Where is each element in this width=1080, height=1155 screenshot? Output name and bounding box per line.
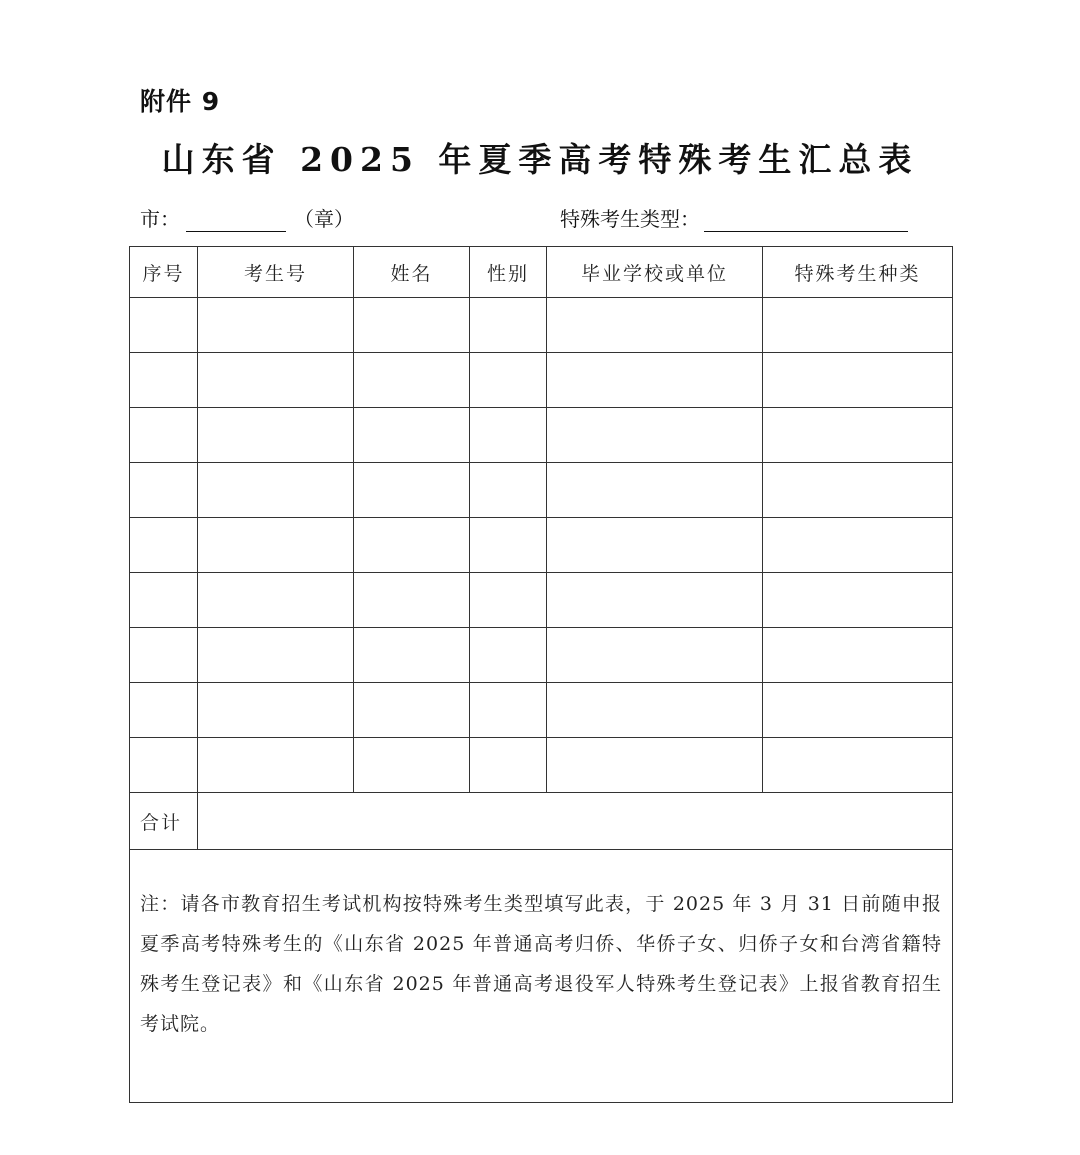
table-row: [130, 408, 953, 463]
header-school: 毕业学校或单位: [547, 247, 763, 298]
table-cell: [470, 463, 547, 518]
table-row: [130, 463, 953, 518]
table-cell: [130, 298, 198, 353]
note-row: [130, 850, 953, 1103]
table-cell: [470, 683, 547, 738]
table-cell: [354, 463, 470, 518]
table-cell: [130, 573, 198, 628]
table-body: [130, 298, 953, 1103]
table-cell: [130, 683, 198, 738]
stamp-label: （章）: [294, 207, 354, 231]
city-label: 市：: [140, 207, 180, 231]
table-row: [130, 353, 953, 408]
table-cell: [354, 298, 470, 353]
table-cell: [130, 353, 198, 408]
table-cell: [763, 518, 953, 573]
table-cell: [470, 573, 547, 628]
table-cell: [763, 408, 953, 463]
table-cell: [547, 518, 763, 573]
table-row: [130, 738, 953, 793]
table-cell: [470, 408, 547, 463]
page-title: 山东省 2025 年夏季高考特殊考生汇总表: [161, 140, 919, 179]
total-label: 合计: [130, 793, 198, 850]
table-cell: [763, 738, 953, 793]
table-cell: [130, 408, 198, 463]
attachment-label: 附件 9: [140, 87, 221, 116]
table-cell: [470, 298, 547, 353]
total-value-cell: [198, 793, 953, 850]
table-cell: [198, 628, 354, 683]
table-cell: [198, 353, 354, 408]
table-row: [130, 518, 953, 573]
type-field: [560, 203, 908, 232]
table-cell: [198, 298, 354, 353]
header-exam-number: 考生号: [198, 247, 354, 298]
city-field: [140, 203, 354, 232]
table-cell: [198, 463, 354, 518]
table-cell: [547, 408, 763, 463]
table-cell: [198, 518, 354, 573]
table-cell: [547, 298, 763, 353]
table-cell: [354, 683, 470, 738]
table-cell: [130, 738, 198, 793]
header-row: [130, 247, 953, 298]
header-index: 序号: [130, 247, 198, 298]
table-cell: [547, 463, 763, 518]
table-cell: [763, 353, 953, 408]
table-cell: [354, 628, 470, 683]
table-cell: [354, 573, 470, 628]
table-row: [130, 573, 953, 628]
header-gender: 性别: [470, 247, 547, 298]
table-cell: [354, 518, 470, 573]
header-name: 姓名: [354, 247, 470, 298]
table-cell: [130, 628, 198, 683]
table-cell: [130, 518, 198, 573]
table-row: [130, 298, 953, 353]
table-cell: [470, 628, 547, 683]
table-cell: [354, 738, 470, 793]
table-cell: [763, 463, 953, 518]
table-cell: [470, 518, 547, 573]
table-cell: [130, 463, 198, 518]
table-cell: [763, 683, 953, 738]
table-cell: [354, 353, 470, 408]
table-cell: [547, 573, 763, 628]
total-row: [130, 793, 953, 850]
table-cell: [470, 353, 547, 408]
table-cell: [198, 573, 354, 628]
table-row: [130, 628, 953, 683]
type-label: 特殊考生类型：: [560, 207, 700, 231]
city-blank: [186, 207, 286, 232]
table-cell: [198, 738, 354, 793]
table-cell: [354, 408, 470, 463]
table-cell: [763, 298, 953, 353]
table-cell: [763, 628, 953, 683]
table-cell: [547, 353, 763, 408]
type-blank: [704, 207, 908, 232]
table-cell: [547, 738, 763, 793]
summary-table: [129, 246, 953, 1103]
header-category: 特殊考生种类: [763, 247, 953, 298]
table-cell: [763, 573, 953, 628]
table-cell: [547, 628, 763, 683]
table-cell: [470, 738, 547, 793]
table-row: [130, 683, 953, 738]
table-cell: [198, 408, 354, 463]
table-cell: [547, 683, 763, 738]
note-text: 注：请各市教育招生考试机构按特殊考生类型填写此表，于 2025 年 3 月 31 日前随申报夏季高考特殊考生的《山东省 2025 年普通高考归侨、华侨子女、归侨子女和台湾省籍特殊考生登记表》和《山东省 2025 年普通高考退役军人特殊考生登记表》上报省教育招生考试院。: [130, 850, 953, 1103]
table-cell: [198, 683, 354, 738]
